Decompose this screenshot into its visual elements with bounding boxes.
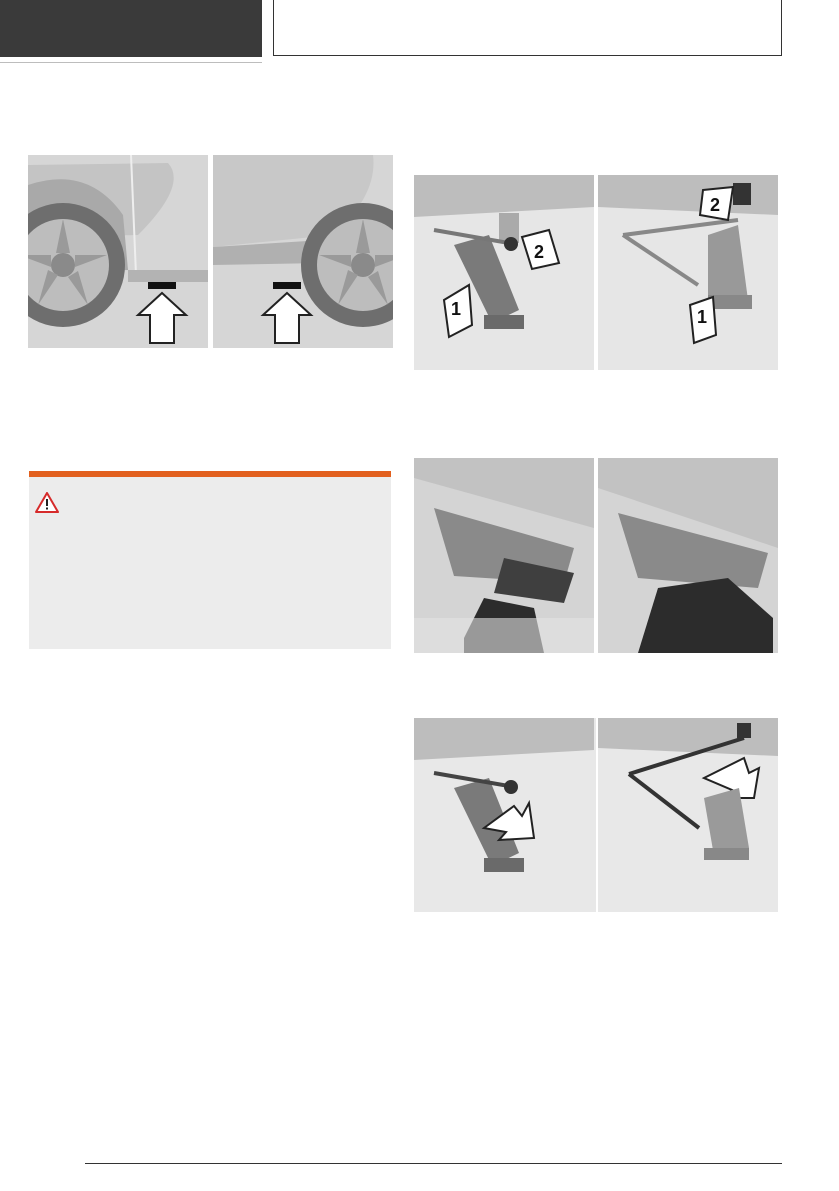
callout-1: 1 bbox=[697, 307, 708, 327]
jack-cranking-image bbox=[414, 718, 778, 912]
jack-contact-left-image bbox=[414, 458, 594, 653]
jack-positioning-left-image bbox=[414, 175, 594, 370]
warning-triangle-icon bbox=[35, 492, 59, 518]
callout-2: 2 bbox=[710, 195, 721, 215]
jacking-point-front-image bbox=[28, 155, 208, 348]
jacking-point-rear-image bbox=[213, 155, 393, 348]
warning-accent-bar bbox=[29, 471, 391, 477]
callout-2: 2 bbox=[534, 242, 545, 262]
section-title-box bbox=[273, 0, 782, 56]
header-divider bbox=[0, 62, 262, 63]
warning-panel bbox=[29, 471, 391, 649]
jack-positioning-right-image bbox=[598, 175, 778, 370]
callout-1: 1 bbox=[451, 299, 462, 319]
jack-contact-right-image bbox=[598, 458, 778, 653]
chapter-tab bbox=[0, 0, 262, 57]
footer-rule bbox=[85, 1163, 782, 1164]
